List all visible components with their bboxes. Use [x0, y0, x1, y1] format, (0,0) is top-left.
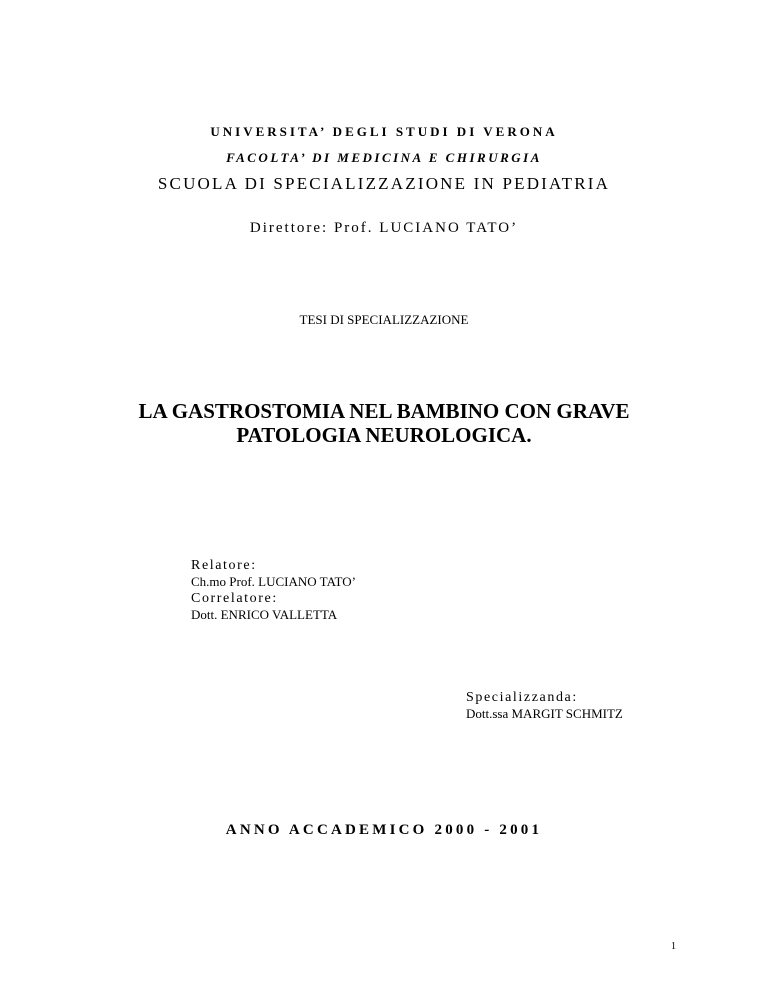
correlatore-label: Correlatore:: [191, 591, 278, 606]
faculty-name: FACOLTA’ DI MEDICINA E CHIRURGIA: [226, 150, 542, 165]
university-name: UNIVERSITA’ DEGLI STUDI DI VERONA: [210, 124, 558, 139]
thesis-title: [0, 399, 768, 447]
specializzanda-name: Dott.ssa MARGIT SCHMITZ: [466, 706, 623, 721]
relatore-label: Relatore:: [191, 558, 257, 573]
thesis-title-line-2: PATOLOGIA NEUROLOGICA.: [236, 423, 532, 447]
relatore-name: Ch.mo Prof. LUCIANO TATO’: [191, 574, 356, 589]
school-name: SCUOLA DI SPECIALIZZAZIONE IN PEDIATRIA: [157, 174, 611, 193]
page-number: 1: [671, 941, 676, 952]
academic-year: ANNO ACCADEMICO 2000 - 2001: [225, 822, 543, 838]
thesis-title-line-1: LA GASTROSTOMIA NEL BAMBINO CON GRAVE: [138, 399, 630, 423]
director-line: Direttore: Prof. LUCIANO TATO’: [249, 220, 519, 236]
thesis-type: TESI DI SPECIALIZZAZIONE: [299, 312, 469, 327]
correlatore-name: Dott. ENRICO VALLETTA: [191, 607, 338, 622]
specializzanda-label: Specializzanda:: [466, 690, 578, 705]
